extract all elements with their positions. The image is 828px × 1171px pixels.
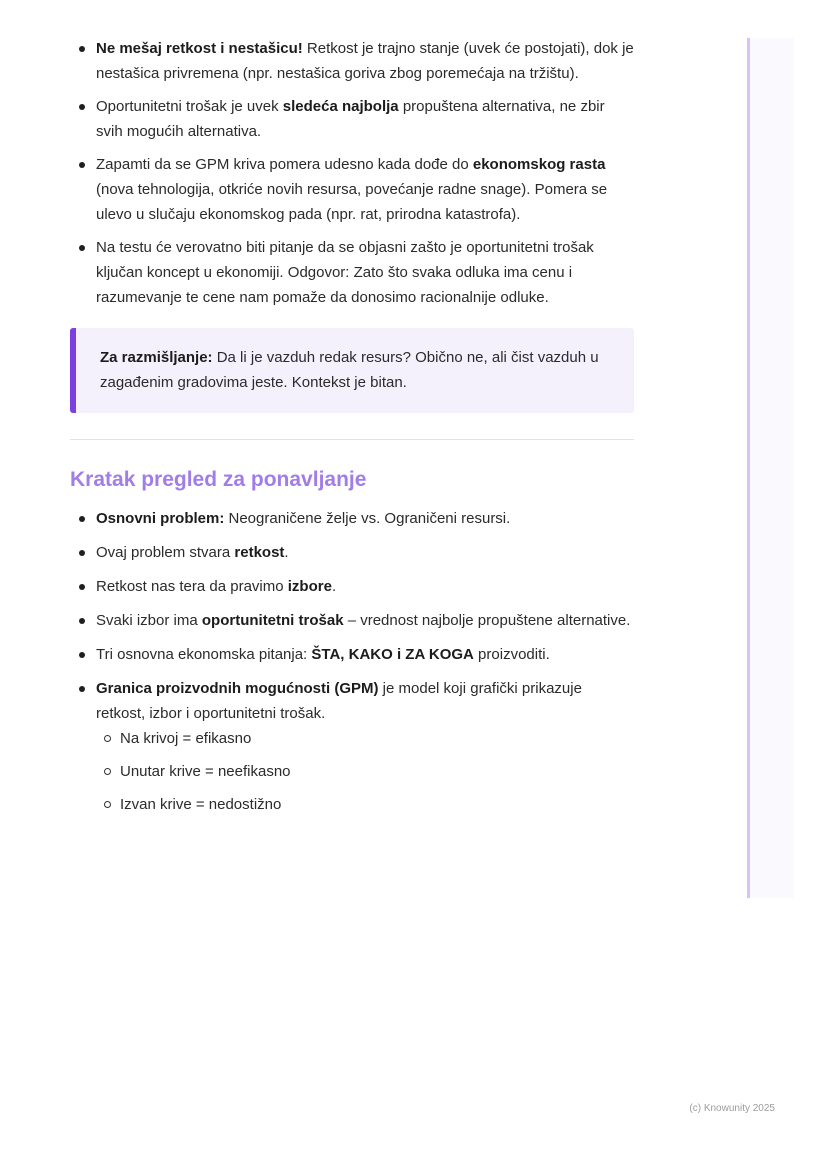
bullet-emphasis: Osnovni problem: [96,510,225,527]
list-item [70,235,634,310]
bullet-text: Retkost nas tera da pravimo [96,578,288,595]
bullet-text: Retkost je trajno stanje (uvek će postojati), dok je nestašica privremena (npr. nestašica goriva zbog poremećaja na tržištu). [96,40,634,82]
bullet-text: Neograničene želje vs. Ograničeni resursi. [224,510,511,527]
bullet-emphasis: ekonomskog rasta [472,156,606,173]
callout-text: Da li je vazduh redak resurs? Obično ne, ali čist vazduh u zagađenim gradovima jeste. Kontekst je bitan. [100,349,599,391]
bullet-text: proizvoditi. [473,646,550,663]
list-item [70,676,634,817]
bullet-text: Svaki izbor ima [96,612,202,629]
bullet-text: (nova tehnologija, otkriće novih resursa, povećanje radne snage). Pomera se ulevo u slučaju ekonomskog pada (npr. rat, prirodna katastrofa). [96,181,608,223]
document-content [70,36,634,826]
summary-list [70,506,634,817]
bullet-emphasis: Granica proizvodnih mogućnosti (GPM) [96,680,379,697]
gpm-sublist [96,726,634,817]
callout-label: Za razmišljanje: [100,349,213,366]
bullet-text: Na testu će verovatno biti pitanje da se objasni zašto je oportunitetni trošak ključan koncept u ekonomiji. Odgovor: Zato što svaka odluka ima cenu i razumevanje te cene nam pomaže da donosimo racionalnije odluke. [96,239,594,306]
list-item [70,36,634,86]
list-item [70,94,634,144]
bullet-emphasis: oportunitetni trošak [201,612,344,629]
bullet-emphasis: ŠTA, KAKO i ZA KOGA [311,646,474,663]
sublist-item: Na krivoj = efikasno [96,726,634,751]
bullet-text: Oportunitetni trošak je uvek [96,98,283,115]
bullet-text: Ovaj problem stvara [96,544,235,561]
reflection-callout [70,328,634,413]
list-item [70,642,634,667]
sublist-item: Unutar krive = neefikasno [96,759,634,784]
side-panel [747,38,794,898]
bullet-text: . [284,544,289,561]
sublist-item: Izvan krive = nedostižno [96,792,634,817]
bullet-emphasis: izbore [287,578,332,595]
tips-list [70,36,634,310]
list-item [70,608,634,633]
bullet-lead: Ne mešaj retkost i nestašicu! [96,40,303,57]
bullet-emphasis: retkost [234,544,285,561]
bullet-text: Zapamti da se GPM kriva pomera udesno kada dođe do [96,156,473,173]
list-item [70,540,634,565]
bullet-text: propuštena alternativa, ne zbir svih mogućih alternativa. [96,98,605,140]
bullet-text: – vrednost najbolje propuštene alternative. [343,612,631,629]
bullet-text: je model koji grafički prikazuje retkost, izbor i oportunitetni trošak. [96,680,582,722]
list-item [70,506,634,531]
section-divider [70,439,634,440]
list-item [70,574,634,599]
bullet-text: . [331,578,337,595]
bullet-text: Tri osnovna ekonomska pitanja: [96,646,312,663]
section-title: Kratak pregled za ponavljanje [70,468,367,491]
copyright-footer: (c) Knowunity 2025 [689,1103,775,1114]
list-item [70,152,634,227]
bullet-emphasis: sledeća najbolja [282,98,399,115]
